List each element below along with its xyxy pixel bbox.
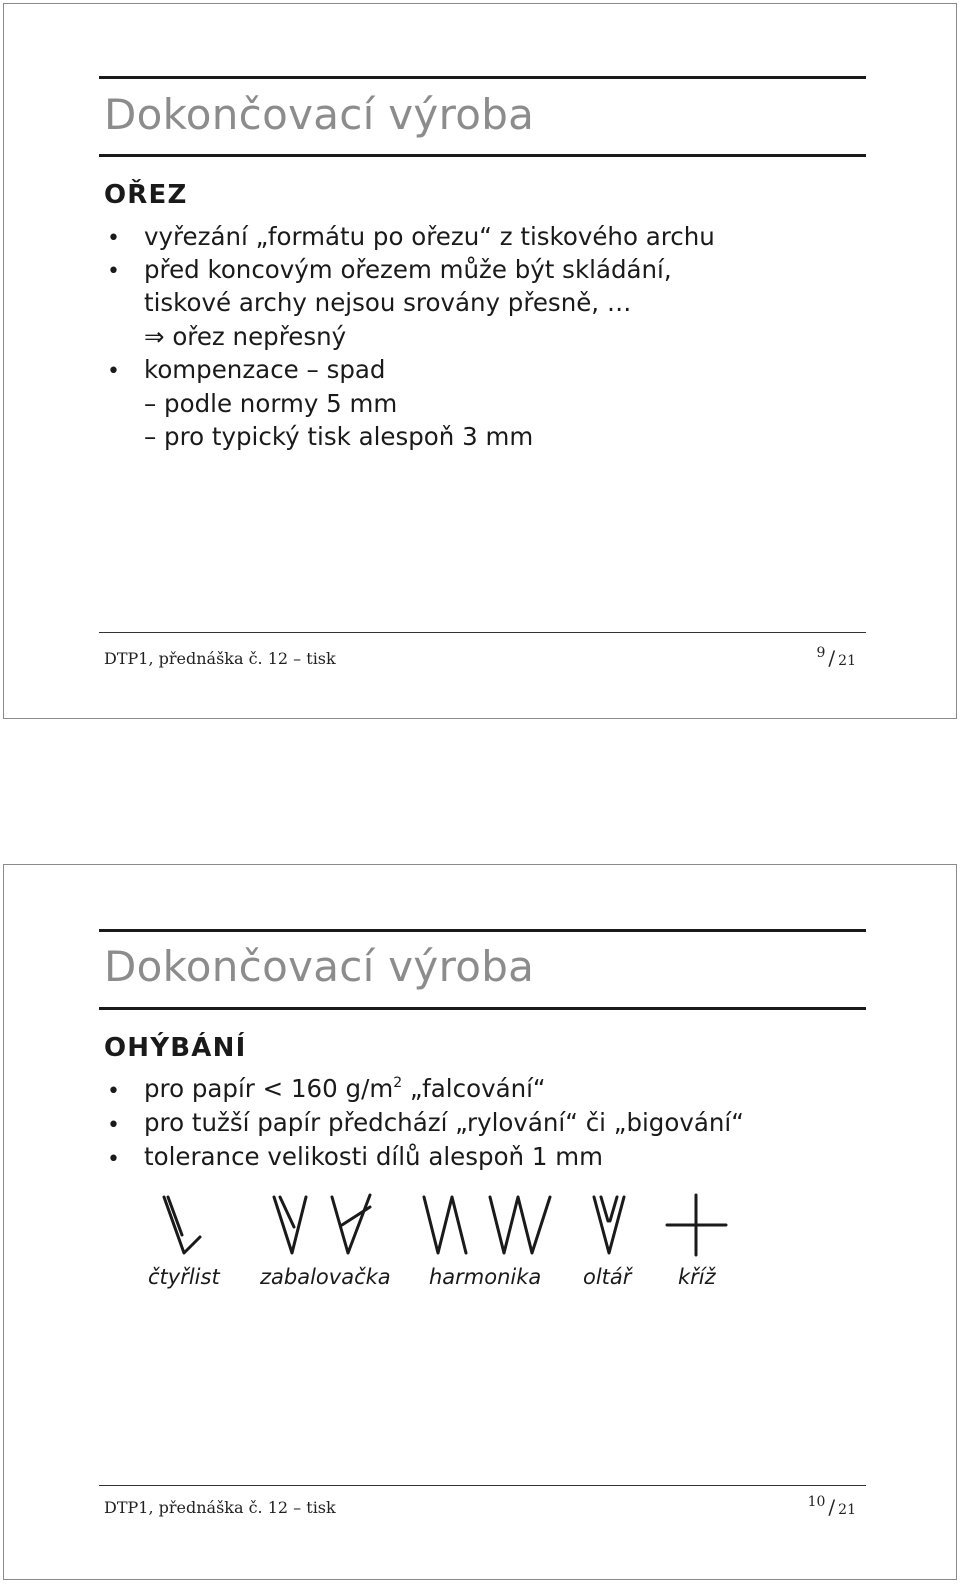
fold-zabalovacka-icon: [274, 1195, 370, 1253]
list-item-continuation: tiskové archy nejsou srovány přesně, …: [144, 288, 632, 317]
fold-harmonika-icon: [424, 1197, 550, 1253]
list-item: vyřezání „formátu po ořezu“ z tiskového archu: [144, 222, 715, 251]
list-item-implication: ⇒ ořez nepřesný: [144, 322, 347, 351]
title-bottom-rule: [99, 1007, 866, 1010]
list-item: kompenzace – spad: [144, 355, 386, 384]
sub-item: – pro typický tisk alespoň 3 mm: [144, 422, 534, 451]
list-item: [144, 1074, 546, 1103]
footer-text: DTP1, přednáška č. 12 – tisk: [104, 1498, 336, 1517]
fold-diagrams: [4, 1185, 958, 1265]
list-item-text: „falcování“: [402, 1074, 546, 1103]
bullet: •: [107, 226, 120, 251]
superscript: 2: [393, 1075, 403, 1091]
bullet: •: [107, 1113, 120, 1138]
page-number: 10 / 21: [807, 1494, 856, 1519]
bullet: •: [107, 259, 120, 284]
fold-label-ctyrlist: čtyřlist: [148, 1265, 220, 1289]
slide-10: [3, 864, 957, 1580]
footer-rule: [99, 1485, 866, 1486]
page-number: 9 / 21: [816, 645, 856, 670]
list-item-text: pro papír < 160 g/m: [144, 1074, 394, 1103]
title-top-rule: [99, 929, 866, 932]
section-heading: OHÝBÁNÍ: [104, 1033, 247, 1063]
page-current: 9: [816, 645, 826, 661]
fold-label-kriz: kříž: [678, 1265, 716, 1289]
list-item: pro tužší papír předchází „rylování“ či „bigování“: [144, 1108, 744, 1137]
fold-label-zabalovacka: zabalovačka: [260, 1265, 391, 1289]
footer-text: DTP1, přednáška č. 12 – tisk: [104, 649, 336, 668]
bullet: •: [107, 359, 120, 384]
list-item: tolerance velikosti dílů alespoň 1 mm: [144, 1142, 603, 1171]
fold-label-harmonika: harmonika: [429, 1265, 542, 1289]
fold-label-oltar: oltář: [583, 1265, 632, 1289]
page-current: 10: [807, 1494, 826, 1510]
sub-item: – podle normy 5 mm: [144, 389, 398, 418]
title-bottom-rule: [99, 154, 866, 157]
footer-rule: [99, 632, 866, 633]
fold-oltar-icon: [594, 1197, 624, 1253]
bullet: •: [107, 1147, 120, 1172]
list-item: před koncovým ořezem může být skládání,: [144, 255, 672, 284]
slide-9: [3, 3, 957, 719]
title-top-rule: [99, 76, 866, 79]
fold-ctyrlist-icon: [164, 1197, 200, 1253]
section-heading: OŘEZ: [104, 180, 188, 210]
page-total: 21: [838, 1502, 856, 1518]
slide-title: Dokončovací výroba: [104, 942, 535, 991]
fold-kriz-icon: [667, 1195, 726, 1255]
page-total: 21: [838, 653, 856, 669]
bullet: •: [107, 1079, 120, 1104]
slide-title: Dokončovací výroba: [104, 90, 535, 139]
